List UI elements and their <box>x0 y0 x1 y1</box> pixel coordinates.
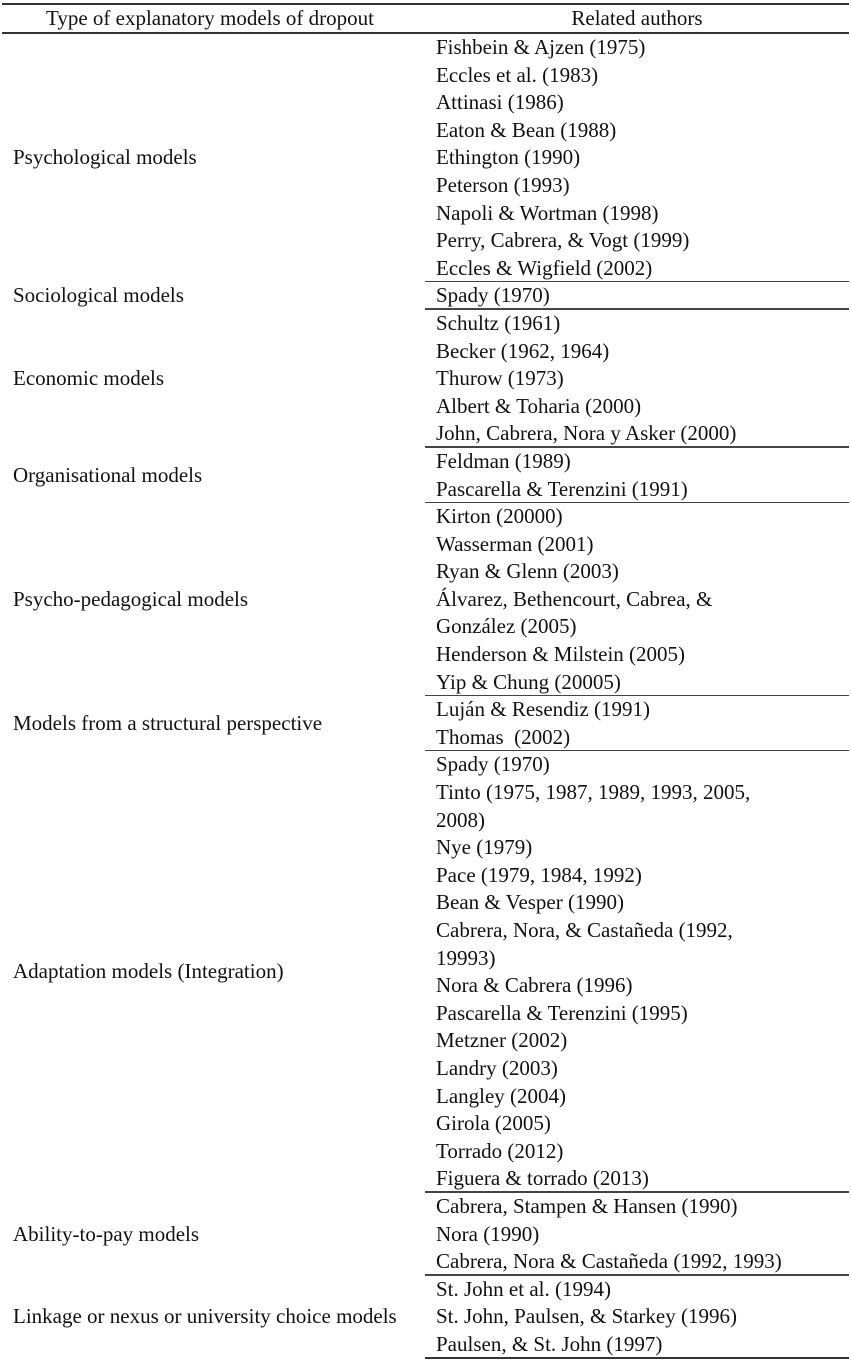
model-type-label: Linkage or nexus or university choice models <box>13 1304 397 1329</box>
author-citation: Nora (1990) <box>436 1221 540 1246</box>
author-citation: Bean & Vesper (1990) <box>436 890 624 915</box>
author-citation: Cabrera, Nora & Castañeda (1992, 1993) <box>436 1249 782 1274</box>
author-citation: Pace (1979, 1984, 1992) <box>436 862 642 887</box>
author-citation: Paulsen, & St. John (1997) <box>436 1331 663 1356</box>
model-type-cell <box>13 1276 413 1359</box>
authors-cell <box>425 310 849 448</box>
author-citation: Pascarella & Terenzini (1995) <box>436 1000 688 1025</box>
table-row <box>2 448 849 503</box>
table-header <box>2 5 849 32</box>
authors-cell <box>425 1276 849 1359</box>
model-type-cell <box>13 34 413 282</box>
author-citation: Nye (1979) <box>436 835 533 860</box>
table-row <box>2 503 849 696</box>
model-type-cell <box>13 448 413 503</box>
author-citation: Langley (2004) <box>436 1083 567 1108</box>
author-citation: Nora & Cabrera (1996) <box>436 973 633 998</box>
author-citation: Landry (2003) <box>436 1055 558 1080</box>
author-citation: Álvarez, Bethencourt, Cabrea, & <box>436 586 713 611</box>
authors-cell <box>425 696 849 751</box>
author-citation: Tinto (1975, 1987, 1989, 1993, 2005, <box>436 780 751 805</box>
model-type-label: Ability-to-pay models <box>13 1221 200 1246</box>
author-citation: Albert & Toharia (2000) <box>436 393 642 418</box>
model-type-label: Psycho-pedagogical models <box>13 586 249 611</box>
author-citation: 19993) <box>436 945 496 970</box>
authors-cell <box>425 34 849 282</box>
model-type-cell <box>13 282 413 310</box>
author-citation: Feldman (1989) <box>436 448 571 473</box>
author-citation: Figuera & torrado (2013) <box>436 1166 649 1191</box>
author-citation: Becker (1962, 1964) <box>436 338 610 363</box>
author-citation: Thomas (2002) <box>436 724 571 749</box>
author-citation: González (2005) <box>436 614 577 639</box>
authors-cell <box>425 448 849 503</box>
author-citation: Girola (2005) <box>436 1111 551 1136</box>
author-citation: Eccles & Wigfield (2002) <box>436 255 653 280</box>
author-citation: Cabrera, Nora, & Castañeda (1992, <box>436 918 733 942</box>
model-type-label: Models from a structural perspective <box>13 711 323 736</box>
header-type: Type of explanatory models of dropout <box>45 6 375 30</box>
author-citation: St. John et al. (1994) <box>436 1276 611 1301</box>
author-citation: Wasserman (2001) <box>436 531 594 556</box>
author-citation: Cabrera, Stampen & Hansen (1990) <box>436 1193 738 1218</box>
model-type-cell <box>13 503 413 696</box>
author-citation: Perry, Cabrera, & Vogt (1999) <box>436 228 690 253</box>
author-citation: Ryan & Glenn (2003) <box>436 559 619 584</box>
author-citation: Yip & Chung (20005) <box>436 669 621 694</box>
model-type-label: Psychological models <box>13 145 197 170</box>
author-citation: Schultz (1961) <box>436 310 561 335</box>
author-citation: Kirton (20000) <box>436 504 563 529</box>
table-body <box>2 34 849 1359</box>
author-citation: 2008) <box>436 807 485 832</box>
author-citation: Eaton & Bean (1988) <box>436 117 617 142</box>
model-type-label: Adaptation models (Integration) <box>13 959 284 984</box>
author-citation: Henderson & Milstein (2005) <box>436 642 686 667</box>
table-row <box>2 1193 849 1276</box>
model-type-cell <box>13 310 413 448</box>
table-row <box>2 310 849 448</box>
author-citation: Metzner (2002) <box>436 1028 568 1053</box>
author-citation: Attinasi (1986) <box>436 90 564 115</box>
table-row <box>2 1276 849 1359</box>
author-citation: Thurow (1973) <box>436 366 564 391</box>
table-row <box>2 282 849 310</box>
table-row <box>2 751 849 1193</box>
table-row <box>2 34 849 282</box>
authors-cell <box>425 751 849 1193</box>
model-type-label: Organisational models <box>13 462 203 487</box>
author-citation: Napoli & Wortman (1998) <box>436 200 659 225</box>
author-citation: Luján & Resendiz (1991) <box>436 697 651 722</box>
model-type-cell <box>13 696 413 751</box>
author-citation: Torrado (2012) <box>436 1138 564 1163</box>
author-citation: Peterson (1993) <box>436 172 570 197</box>
table-row <box>2 696 849 751</box>
author-citation: Spady (1970) <box>436 752 550 777</box>
model-type-label: Economic models <box>13 366 165 391</box>
author-citation: Fishbein & Ajzen (1975) <box>436 35 646 59</box>
author-citation: St. John, Paulsen, & Starkey (1996) <box>436 1304 737 1329</box>
authors-cell <box>425 503 849 696</box>
author-citation: Eccles et al. (1983) <box>436 62 599 87</box>
model-type-label: Sociological models <box>13 283 184 308</box>
author-citation: Spady (1970) <box>436 283 550 308</box>
author-citation: Ethington (1990) <box>436 145 581 170</box>
model-type-cell <box>13 751 413 1193</box>
authors-cell <box>425 1193 849 1276</box>
author-citation: Pascarella & Terenzini (1991) <box>436 476 688 501</box>
authors-cell <box>425 282 849 310</box>
author-citation: John, Cabrera, Nora y Asker (2000) <box>436 421 737 446</box>
model-type-cell <box>13 1193 413 1276</box>
header-authors: Related authors <box>571 6 703 30</box>
